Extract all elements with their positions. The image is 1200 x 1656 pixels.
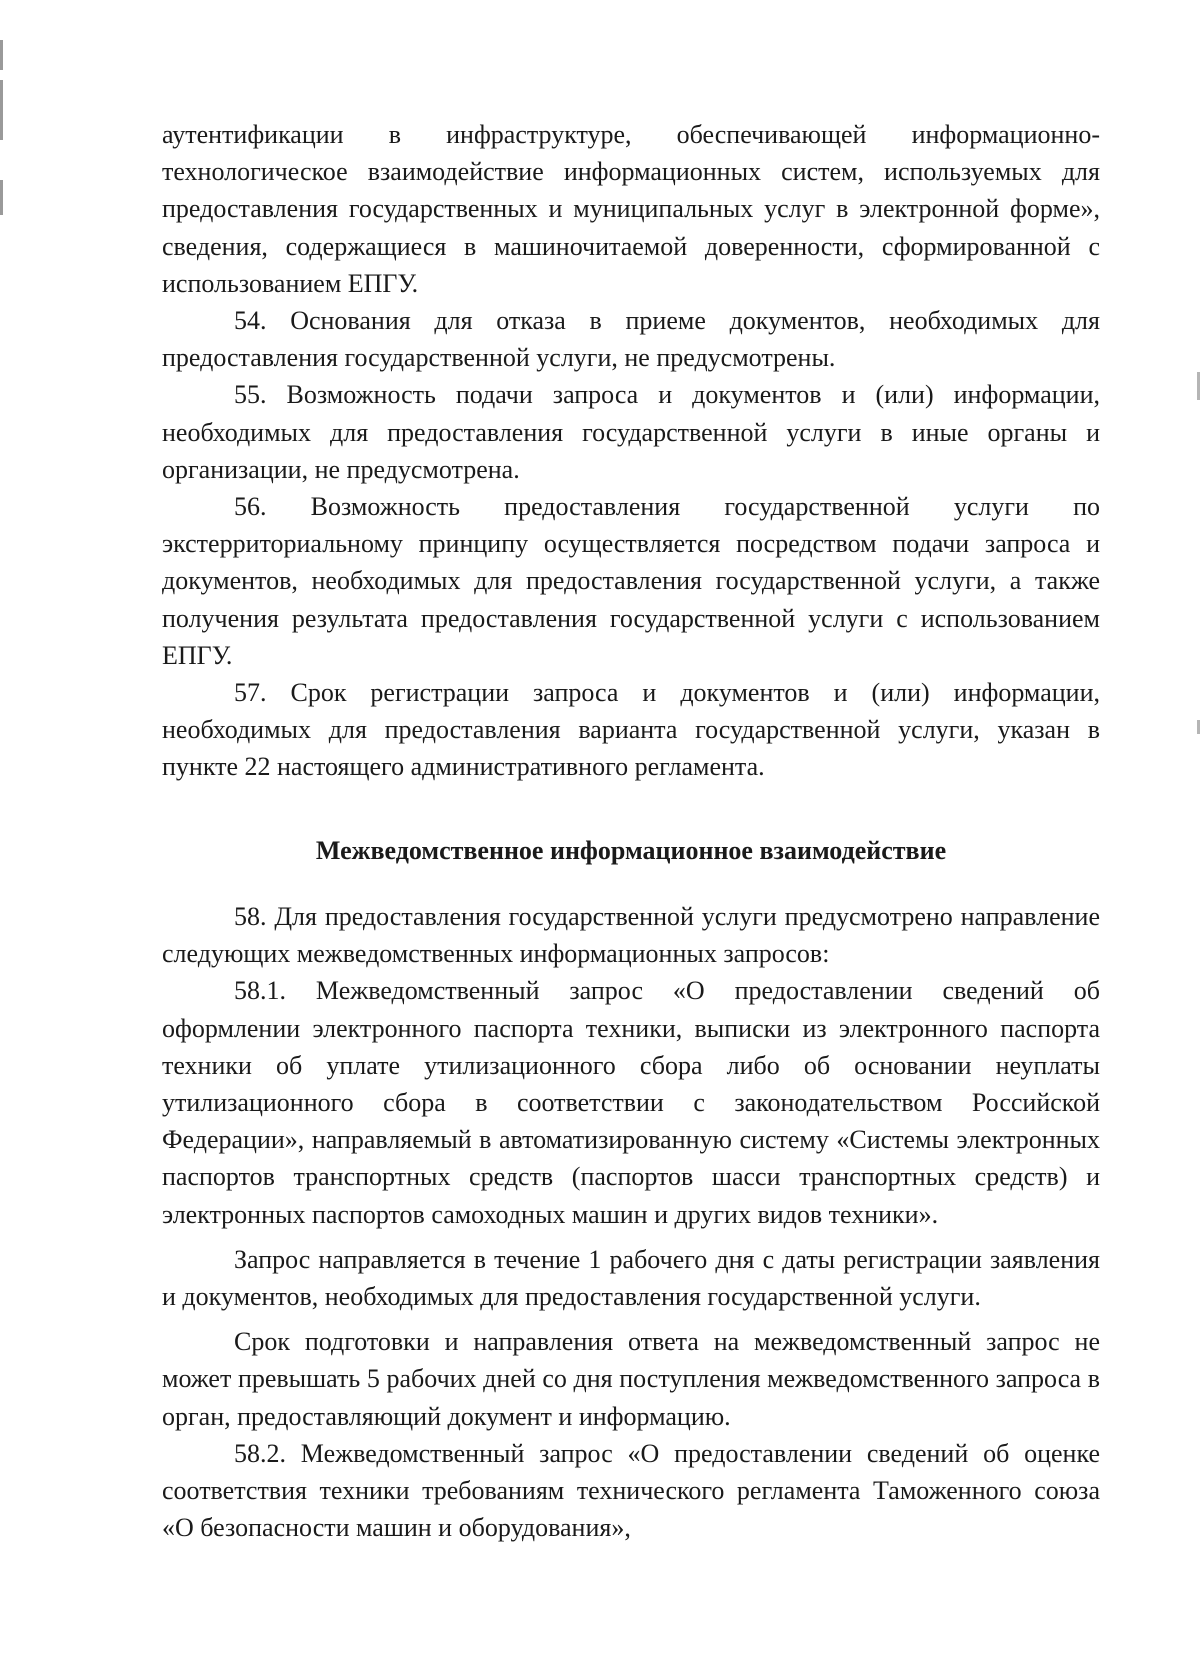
paragraph-continuation: аутентификации в инфраструктуре, обеспечивающей информационно-технологическое взаимодействие информационных систем, используемых для предоставления государственных и муниципальных услуг в электронной форме», сведения, содержащиеся в машиночитаемой доверенности, сформированной с использованием ЕПГУ.: [162, 120, 1100, 298]
paragraph-57: 57. Срок регистрации запроса и документов и (или) информации, необходимых для предоставления варианта государственной услуги, указан в пункте 22 настоящего административного регламента.: [162, 678, 1100, 782]
body-text-bottom: [162, 898, 1100, 1546]
scan-edge-mark: [0, 40, 3, 70]
paragraph-55: 55. Возможность подачи запроса и документов и (или) информации, необходимых для предоставления государственной услуги в иные органы и организации, не предусмотрена.: [162, 380, 1100, 484]
paragraph-response-timing: Срок подготовки и направления ответа на межведомственный запрос не может превышать 5 рабочих дней со дня поступления межведомственного запроса в орган, предоставляющий документ и информацию.: [162, 1327, 1100, 1431]
paragraph-request-timing: Запрос направляется в течение 1 рабочего дня с даты регистрации заявления и документов, необходимых для предоставления государственной услуги.: [162, 1244, 1100, 1312]
paragraph-56: 56. Возможность предоставления государственной услуги по экстерриториальному принципу осуществляется посредством подачи запроса и документов, необходимых для предоставления государственной услуги, а также получения результата предоставления государственной услуги с использованием ЕПГУ.: [162, 492, 1100, 670]
section-heading: Межведомственное информационное взаимодействие: [315, 836, 947, 865]
paragraph-54: 54. Основания для отказа в приеме документов, необходимых для предоставления государственной услуги, не предусмотрены.: [162, 306, 1100, 373]
paragraph-58: 58. Для предоставления государственной услуги предусмотрено направление следующих межведомственных информационных запросов:: [162, 902, 1100, 969]
scan-edge-mark: [0, 180, 3, 215]
paragraph-58-1: 58.1. Межведомственный запрос «О предоставлении сведений об оформлении электронного паспорта техники, выписки из электронного паспорта техники об уплате утилизационного сбора либо об основании неуплаты утилизационного сбора в соответствии с законодательством Российской Федерации», направляемый в автоматизированную систему «Системы электронных паспортов транспортных средств (паспортов шасси транспортных средств) и электронных паспортов самоходных машин и других видов техники».: [162, 976, 1100, 1229]
scan-edge-mark: [0, 80, 3, 140]
paragraph-58-2: 58.2. Межведомственный запрос «О предоставлении сведений об оценке соответствия техники требованиям технического регламента Таможенного союза «О безопасности машин и оборудования»,: [162, 1438, 1100, 1543]
body-text-top: [162, 116, 1100, 786]
